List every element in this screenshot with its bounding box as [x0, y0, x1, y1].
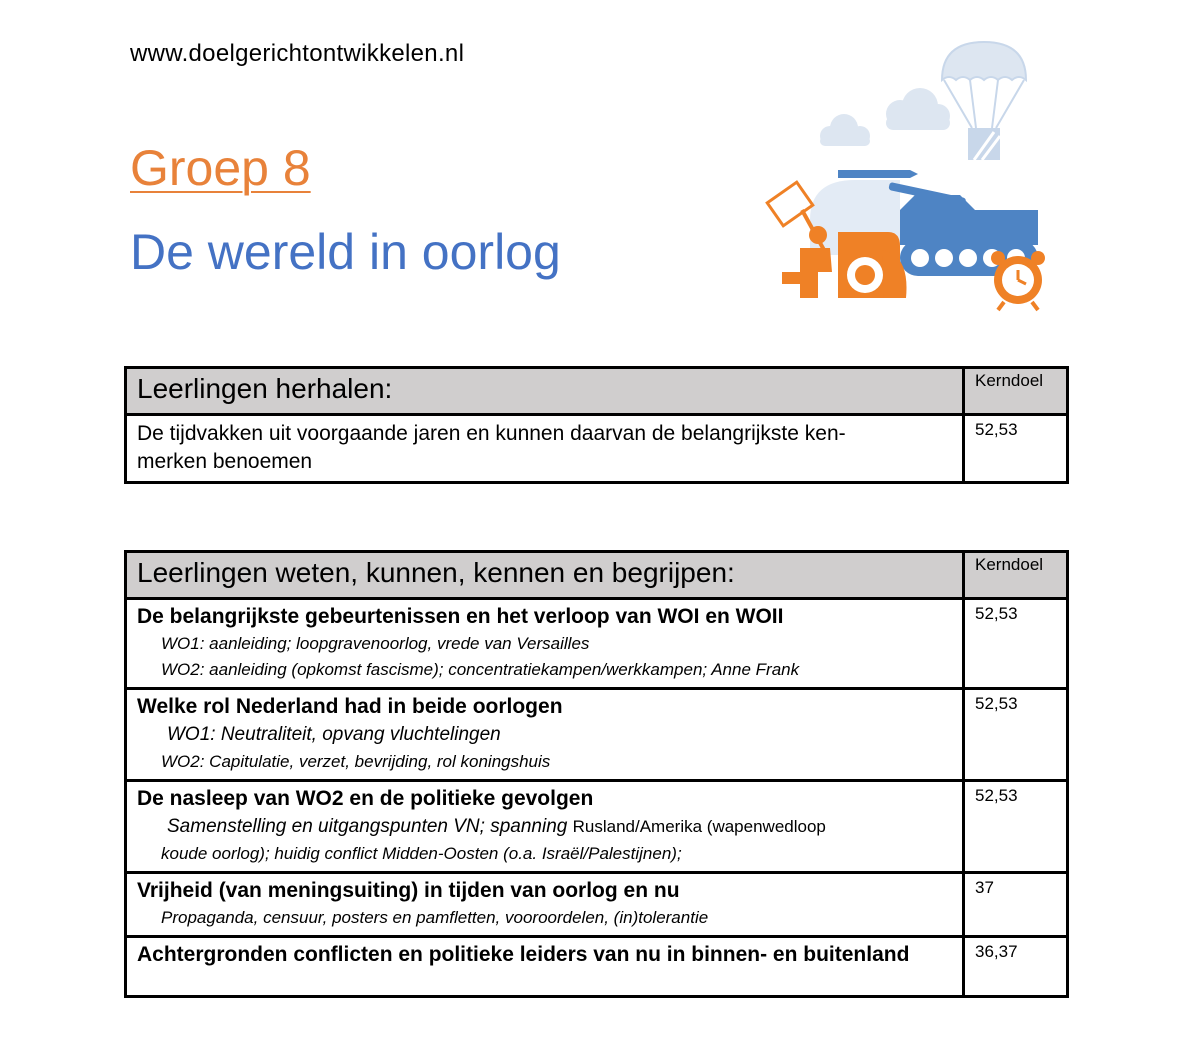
kerndoel-value: 52,53	[964, 781, 1068, 873]
kerndoel-value: 36,37	[964, 937, 1068, 997]
war-illustration	[760, 40, 1060, 315]
row-subtext-part: Samenstelling en uitgangspunten VN; spanning	[167, 816, 568, 837]
kerndoel-value: 37	[964, 873, 1068, 937]
table-header: Leerlingen weten, kunnen, kennen en begrijpen:	[126, 552, 964, 599]
row-subtext: WO2: aanleiding (opkomst fascisme); concentratiekampen/werkkampen; Anne Frank	[161, 660, 800, 679]
row-subtext	[137, 813, 952, 841]
table-row	[126, 937, 1068, 997]
row-text: merken benoemen	[137, 450, 313, 473]
table-row	[126, 873, 1068, 937]
row-subtext: WO2: Capitulatie, verzet, bevrijding, rol koningshuis	[161, 752, 551, 771]
row-subtext: WO1: aanleiding; loopgravenoorlog, vrede van Versailles	[161, 634, 590, 653]
row-title: Vrijheid (van meningsuiting) in tijden van oorlog en nu	[137, 879, 680, 902]
row-title: De nasleep van WO2 en de politieke gevolgen	[137, 787, 594, 810]
alarm-clock-icon	[991, 251, 1045, 310]
website-url: www.doelgerichtontwikkelen.nl	[130, 40, 465, 67]
table-row	[126, 689, 1068, 781]
table-knowledge	[124, 550, 1069, 998]
cloud-icon	[820, 88, 950, 146]
row-subtext: WO1: Neutraliteit, opvang vluchtelingen	[167, 724, 501, 745]
row-subtext: Propaganda, censuur, posters en pamfletten, vooroordelen, (in)tolerantie	[161, 908, 709, 927]
row-title: Achtergronden conflicten en politieke leiders van nu in binnen- en buitenland	[137, 943, 910, 966]
row-subtext: koude oorlog); huidig conflict Midden-Oosten (o.a. Israël/Palestijnen);	[161, 844, 682, 863]
row-text: De tijdvakken uit voorgaande jaren en kunnen daarvan de belangrijkste ken-	[137, 422, 846, 445]
table-row	[126, 415, 1068, 483]
table-row	[126, 781, 1068, 873]
table-header: Leerlingen herhalen:	[126, 368, 964, 415]
kerndoel-value: 52,53	[964, 689, 1068, 781]
group-title: Groep 8	[130, 140, 311, 196]
row-subtext-part: Rusland/Amerika (wapenwedloop	[572, 817, 826, 836]
table-row	[126, 599, 1068, 689]
kerndoel-header: Kerndoel	[964, 552, 1068, 599]
kerndoel-value: 52,53	[964, 599, 1068, 689]
row-title: Welke rol Nederland had in beide oorlogen	[137, 695, 563, 718]
kerndoel-header: Kerndoel	[964, 368, 1068, 415]
theme-title: De wereld in oorlog	[130, 224, 561, 280]
kerndoel-value: 52,53	[964, 415, 1068, 483]
row-title: De belangrijkste gebeurtenissen en het verloop van WOI en WOII	[137, 605, 784, 628]
parachute-icon	[942, 42, 1026, 160]
table-repeat	[124, 366, 1069, 484]
